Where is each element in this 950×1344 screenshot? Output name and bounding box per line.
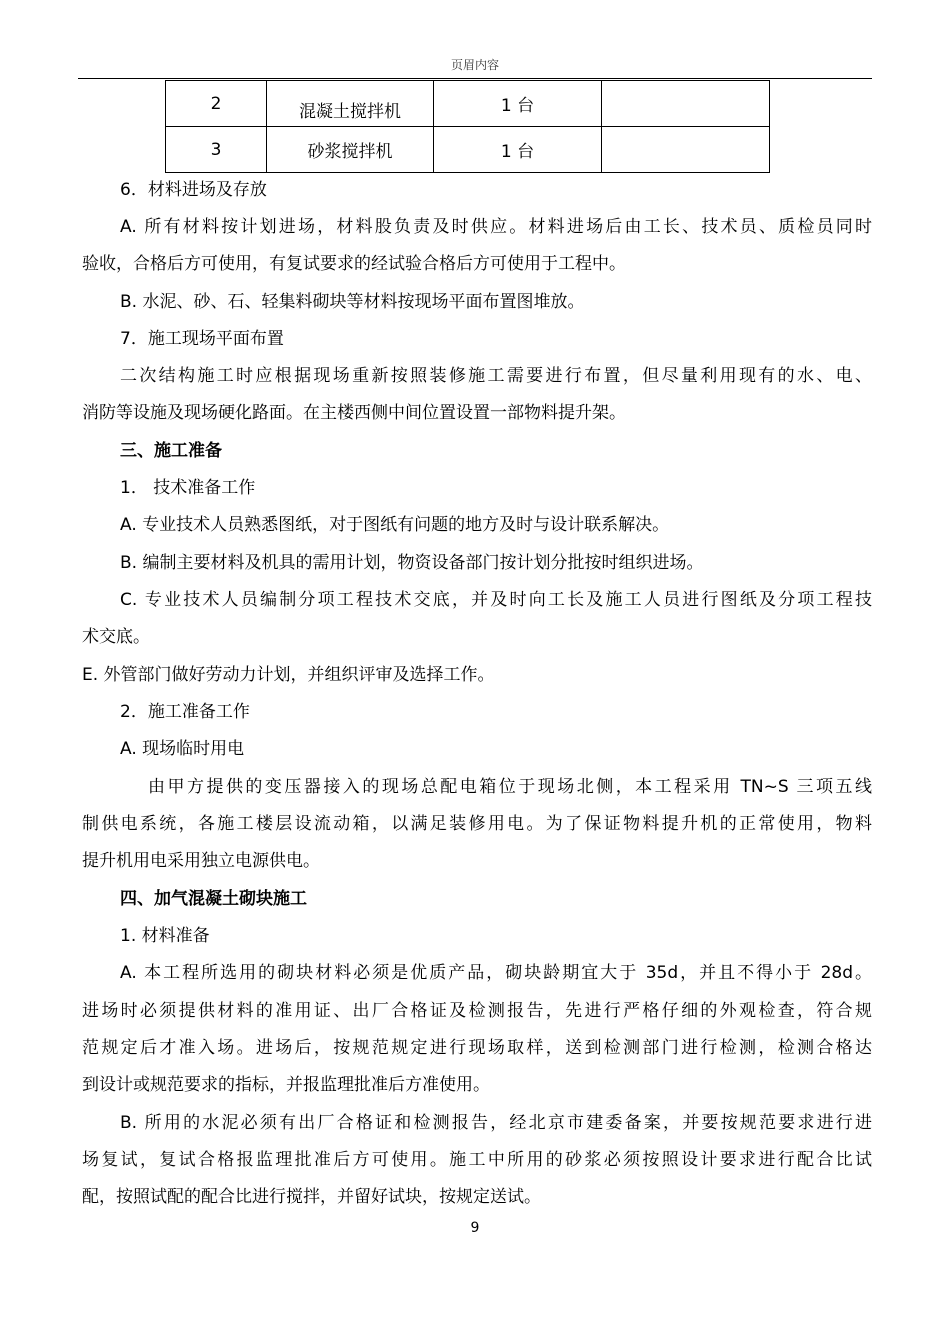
chapter-heading: 三、施工准备 bbox=[120, 441, 222, 461]
table-cell-name: 砂浆搅拌机 bbox=[267, 127, 434, 173]
paragraph-line: E. 外管部门做好劳动力计划，并组织评审及选择工作。 bbox=[82, 665, 495, 685]
paragraph-line: 提升机用电采用独立电源供电。 bbox=[82, 851, 320, 871]
paragraph-line: 制供电系统，各施工楼层设流动箱，以满足装修用电。为了保证物料提升机的正常使用，物料 bbox=[82, 814, 872, 834]
paragraph-line: 范规定后才准入场。进场后，按规范规定进行现场取样，送到检测部门进行检测，检测合格达 bbox=[82, 1038, 872, 1058]
section-heading: 6．材料进场及存放 bbox=[120, 180, 267, 200]
section-heading: 7．施工现场平面布置 bbox=[120, 329, 284, 349]
section-heading: 1． 技术准备工作 bbox=[120, 478, 256, 498]
paragraph-line: 场复试，复试合格报监理批准后方可使用。施工中所用的砂浆必须按照设计要求进行配合比试 bbox=[82, 1150, 872, 1170]
table-cell-no: 3 bbox=[166, 127, 267, 173]
paragraph-line: A. 现场临时用电 bbox=[120, 739, 245, 759]
paragraph-line: 配，按照试配的配合比进行搅拌，并留好试块，按规定送试。 bbox=[82, 1187, 541, 1207]
table-cell-name bbox=[267, 81, 434, 127]
section-heading: 1. 材料准备 bbox=[120, 926, 210, 946]
header-rule bbox=[78, 78, 872, 79]
paragraph-line: B. 编制主要材料及机具的需用计划，物资设备部门按计划分批按时组织进场。 bbox=[120, 553, 704, 573]
paragraph-line: 二次结构施工时应根据现场重新按照装修施工需要进行布置，但尽量利用现有的水、电、 bbox=[120, 366, 872, 386]
paragraph-line: B. 水泥、砂、石、轻集料砌块等材料按现场平面布置图堆放。 bbox=[120, 292, 585, 312]
table-row bbox=[166, 81, 770, 127]
paragraph-line: A. 专业技术人员熟悉图纸，对于图纸有问题的地方及时与设计联系解决。 bbox=[120, 515, 670, 535]
table-cell-no: 2 bbox=[166, 81, 267, 127]
table-row bbox=[166, 127, 770, 173]
paragraph-line: 术交底。 bbox=[82, 627, 150, 647]
table-cell-qty: 1 台 bbox=[434, 127, 602, 173]
table-cell-qty: 1 台 bbox=[434, 81, 602, 127]
chapter-heading: 四、加气混凝土砌块施工 bbox=[120, 889, 307, 909]
paragraph-line: A. 本工程所选用的砌块材料必须是优质产品，砌块龄期宜大于 35d，并且不得小于 28d。 bbox=[120, 963, 872, 983]
paragraph-line: 消防等设施及现场硬化路面。在主楼西侧中间位置设置一部物料提升架。 bbox=[82, 403, 626, 423]
table-cell-note bbox=[602, 81, 770, 127]
page-number: 9 bbox=[470, 1220, 480, 1236]
paragraph-line: 进场时必须提供材料的准用证、出厂合格证及检测报告，先进行严格仔细的外观检查，符合规 bbox=[82, 1001, 872, 1021]
equipment-table bbox=[165, 80, 770, 173]
page-header: 页眉内容 bbox=[450, 58, 499, 72]
paragraph-line: C. 专业技术人员编制分项工程技术交底，并及时向工长及施工人员进行图纸及分项工程技 bbox=[120, 590, 872, 610]
paragraph-line: 由甲方提供的变压器接入的现场总配电箱位于现场北侧，本工程采用 TN~S 三项五线 bbox=[148, 777, 872, 797]
paragraph-line: B. 所用的水泥必须有出厂合格证和检测报告，经北京市建委备案，并要按规范要求进行进 bbox=[120, 1113, 872, 1133]
paragraph-line: A. 所有材料按计划进场，材料股负责及时供应。材料进场后由工长、技术员、质检员同时 bbox=[120, 217, 872, 237]
section-heading: 2．施工准备工作 bbox=[120, 702, 250, 722]
paragraph-line: 验收，合格后方可使用，有复试要求的经试验合格后方可使用于工程中。 bbox=[82, 254, 626, 274]
table-cell-note bbox=[602, 127, 770, 173]
table-cell-name-text: 混凝土搅拌机 bbox=[299, 101, 401, 122]
paragraph-line: 到设计或规范要求的指标，并报监理批准后方准使用。 bbox=[82, 1075, 490, 1095]
